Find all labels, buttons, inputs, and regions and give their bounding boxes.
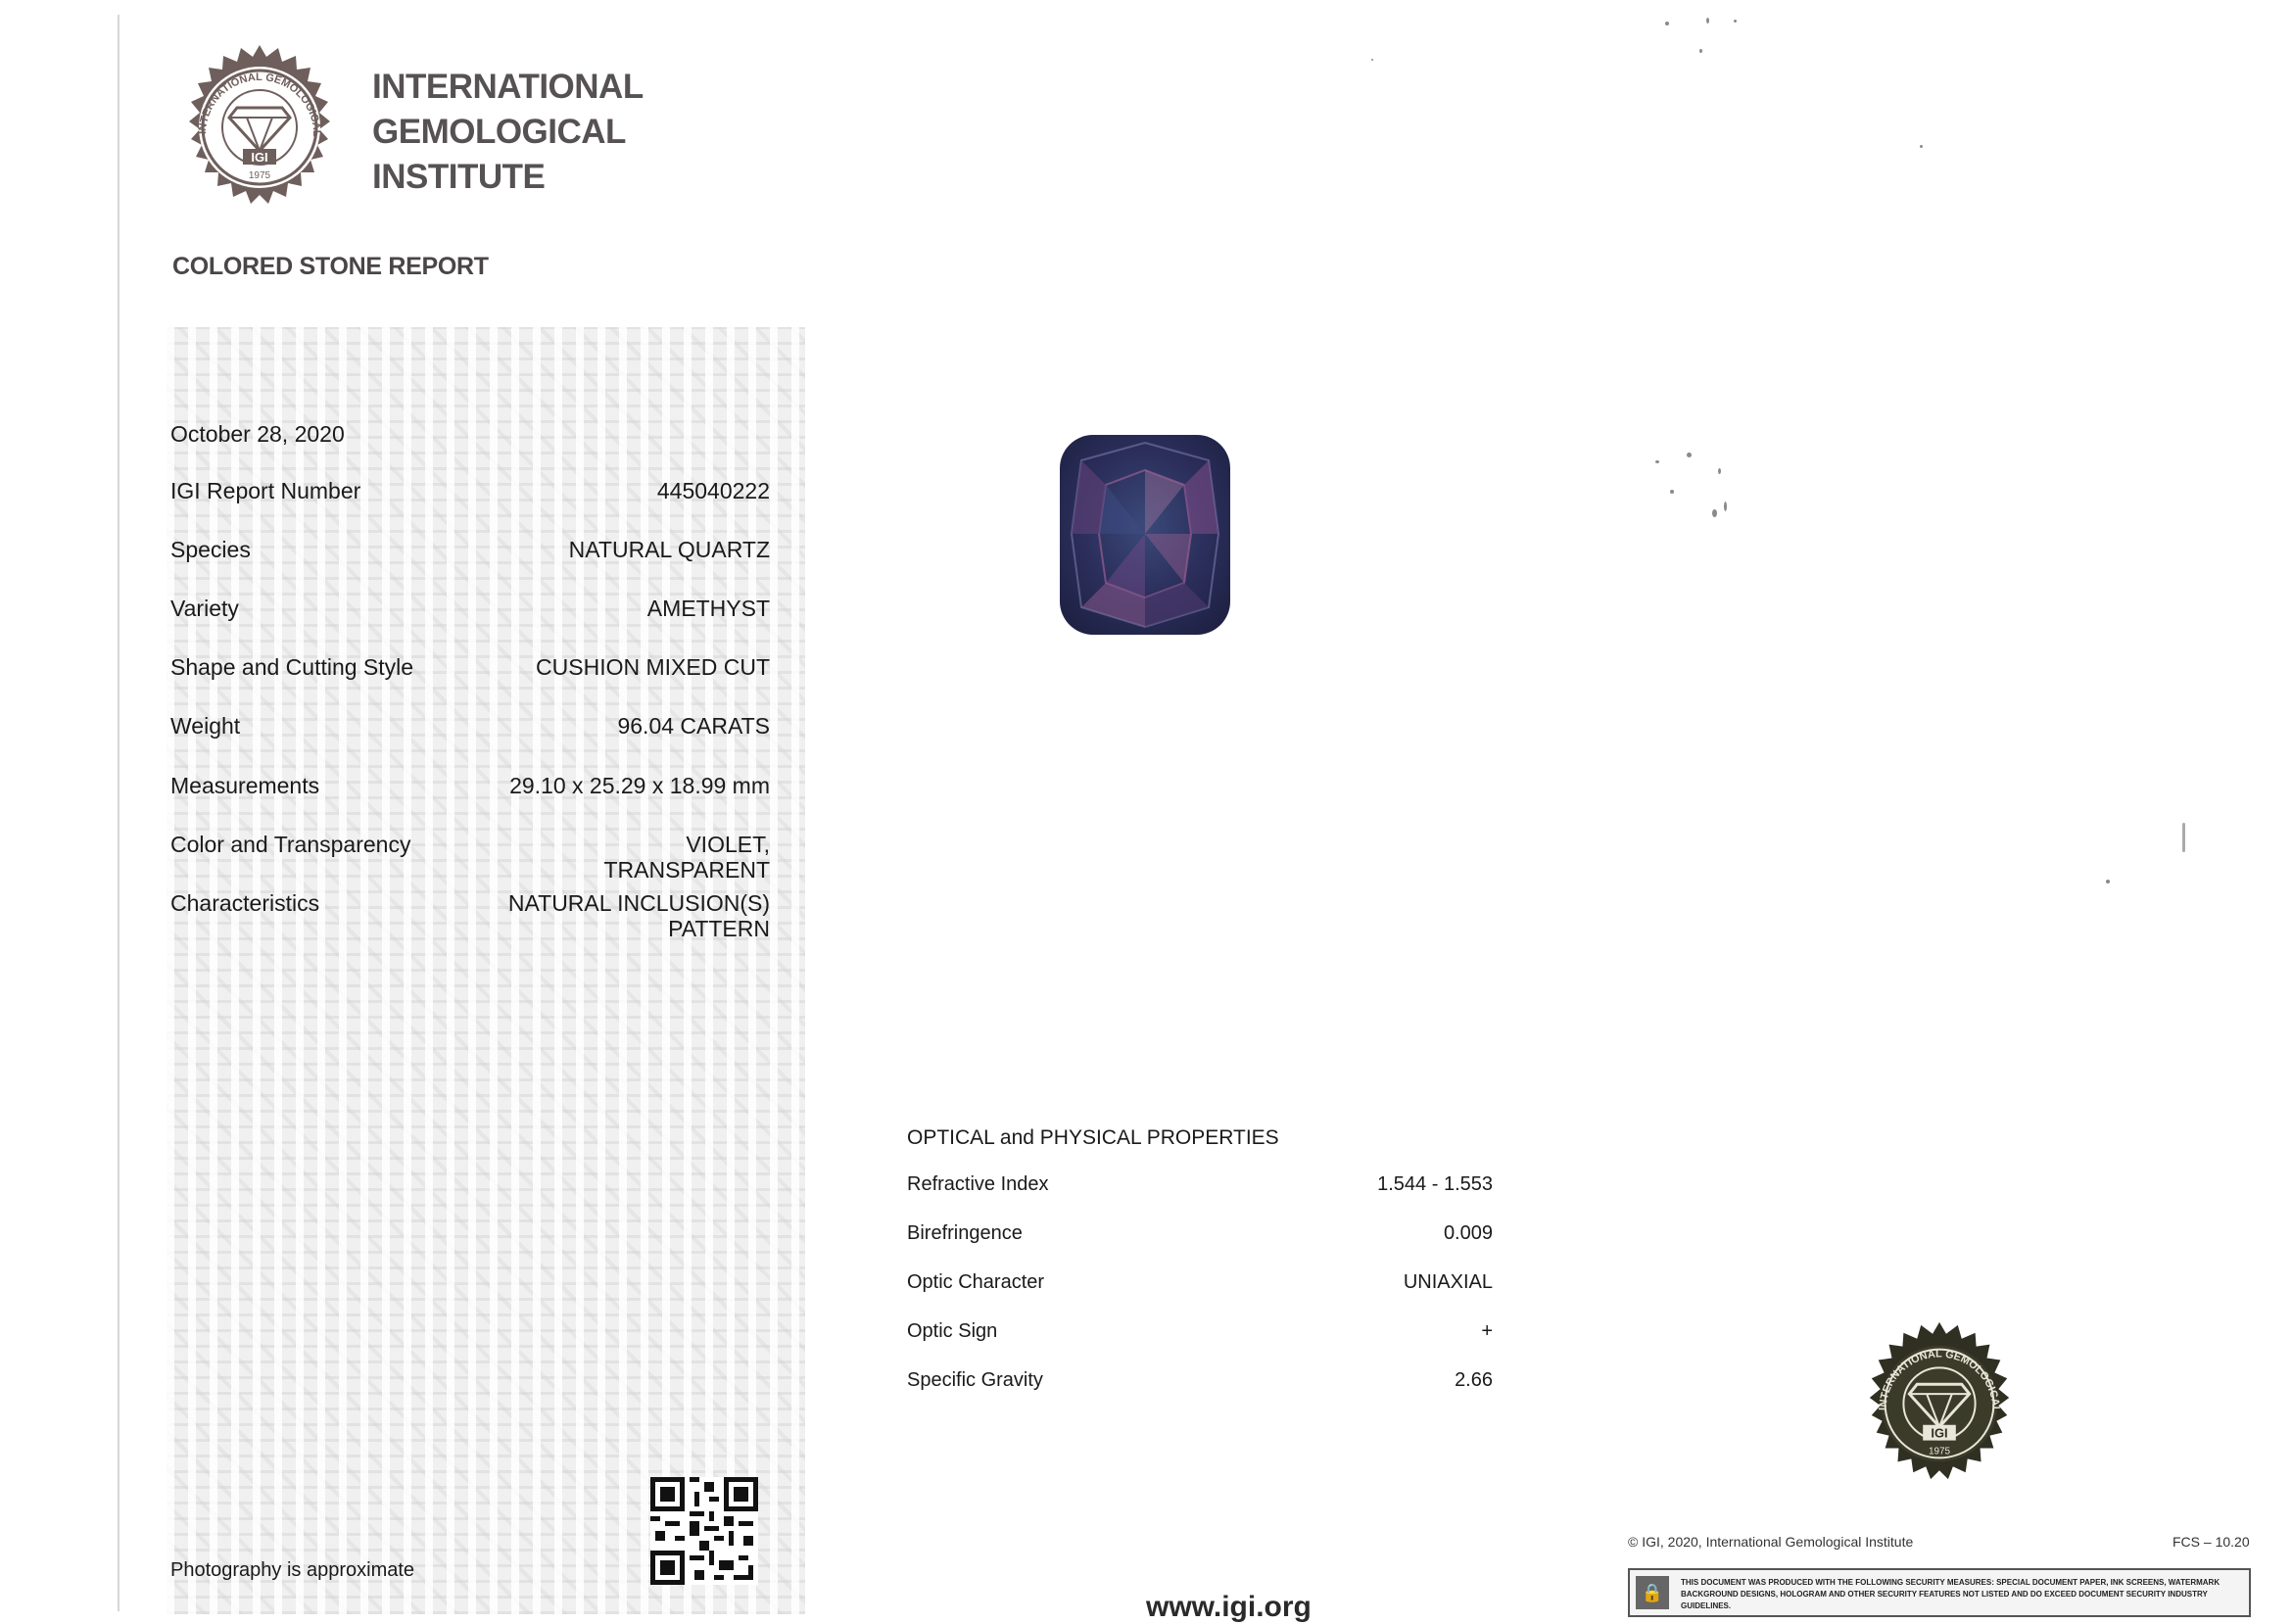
scan-speckle [2182, 823, 2185, 852]
svg-text:IGI: IGI [251, 150, 268, 165]
copyright-text: © IGI, 2020, International Gemological Institute [1628, 1534, 1914, 1550]
scan-speckle [1670, 490, 1674, 494]
security-notice-box [1628, 1568, 2251, 1617]
website-url: www.igi.org [1146, 1591, 1312, 1623]
qr-code [650, 1477, 758, 1585]
report-date: October 28, 2020 [170, 421, 345, 447]
institute-name-line3: INSTITUTE [372, 158, 546, 196]
scan-speckle [1699, 49, 1702, 53]
optical-section-title: OPTICAL and PHYSICAL PROPERTIES [907, 1126, 1279, 1149]
page-margin-line [118, 15, 119, 1611]
gemstone-photo [1052, 431, 1238, 639]
security-notice-text: THIS DOCUMENT WAS PRODUCED WITH THE FOLLOWING SECURITY MEASURES: SPECIAL DOCUMENT PAPER, INK SCREENS, WATERMARK BACKGROUND DESIGNS, HOLOGRAM AND OTHER SECURITY FEATURES NOT LISTED AND DO EXCEED DOCUMENT SECURITY INDUSTRY GUIDELINES. [1681, 1578, 2220, 1610]
report-details-panel: October 28, 2020 IGI Report Number 445040222 Species NATURAL QUARTZ Variety AMETHYST Shape and Cutting Style CUSHION MIXED CUT Weight 96.04 CARATS Measurements 29.10 x 25.29 x 18.99 mm Color and Transparency VIOLET, TRANSPARENT Characteristics NATURAL INCLUSION(S) PATTERN Photography is approximate [167, 327, 805, 1614]
scan-speckle [1687, 453, 1692, 457]
igi-hologram-seal [1849, 1313, 2029, 1493]
scan-speckle [1718, 468, 1721, 474]
scan-speckle [1920, 145, 1923, 148]
svg-text:1975: 1975 [1929, 1446, 1950, 1457]
scan-speckle [1706, 18, 1709, 24]
igi-seal-logo [168, 43, 351, 225]
lock-icon: 🔒 [1636, 1576, 1669, 1609]
report-title: COLORED STONE REPORT [172, 253, 489, 280]
scan-speckle [1665, 22, 1669, 25]
institute-name [372, 65, 644, 200]
svg-text:INTERNATIONAL GEMOLOGICAL INST: INTERNATIONAL GEMOLOGICAL [1877, 1348, 2002, 1413]
scan-speckle [1655, 460, 1659, 463]
scan-speckle [1371, 59, 1373, 61]
institute-name-line1: INTERNATIONAL [372, 68, 644, 106]
form-code: FCS – 10.20 [2173, 1534, 2250, 1550]
scan-speckle [1734, 20, 1737, 23]
scan-speckle [2106, 880, 2110, 884]
svg-text:IGI: IGI [1931, 1425, 1948, 1441]
svg-text:INTERNATIONAL GEMOLOGICAL INST: INTERNATIONAL GEMOLOGICAL [196, 71, 323, 137]
institute-name-line2: GEMOLOGICAL [372, 113, 626, 151]
scan-speckle [1724, 502, 1727, 511]
svg-text:1975: 1975 [248, 170, 271, 181]
photography-note: Photography is approximate [170, 1559, 415, 1581]
scan-speckle [1712, 509, 1717, 517]
